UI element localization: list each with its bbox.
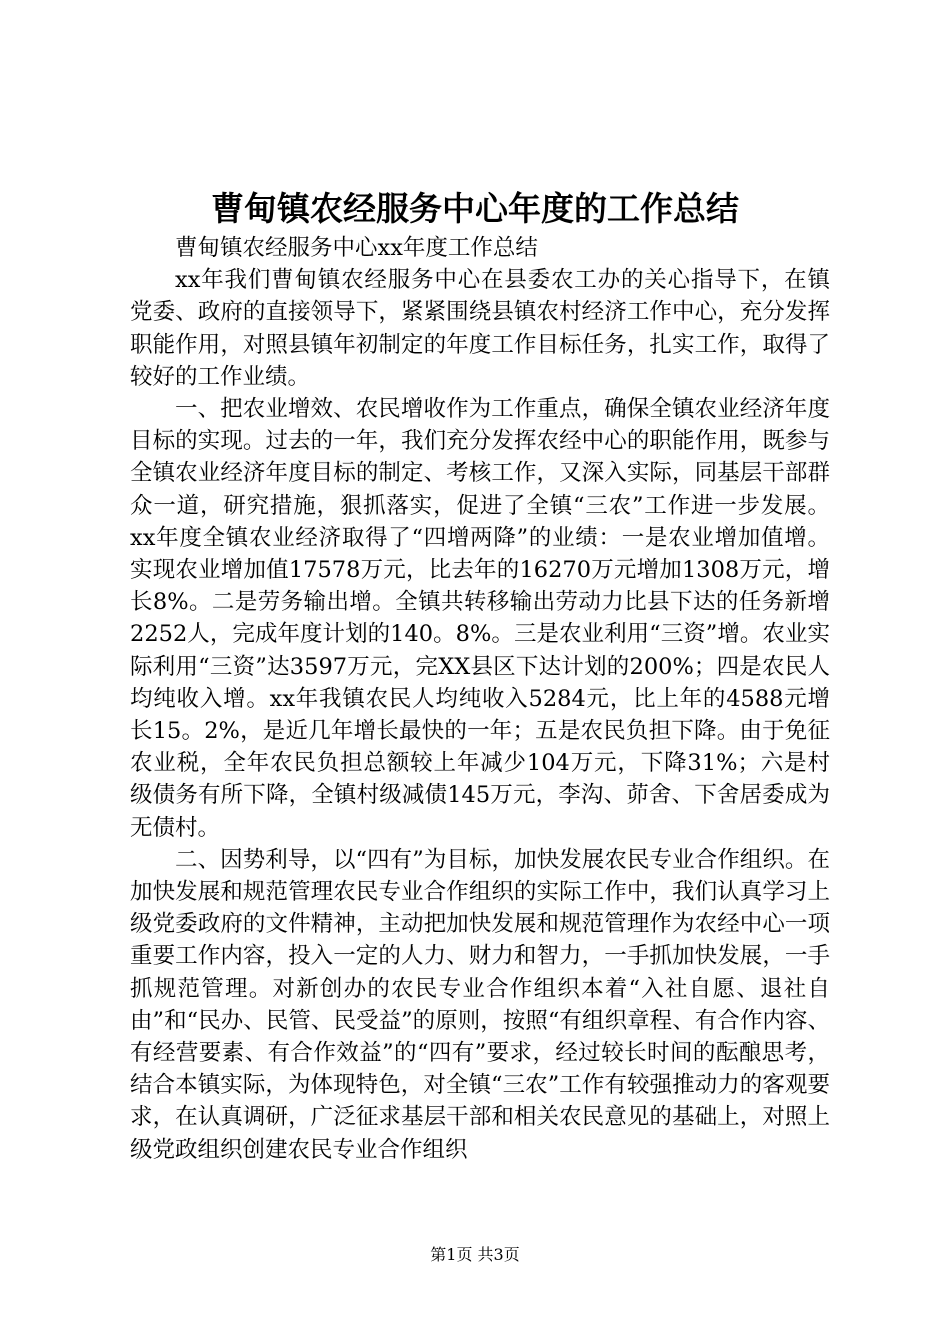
paragraph-section-one: 一、把农业增效、农民增收作为工作重点，确保全镇农业经济年度目标的实现。过去的一年，我们充分发挥农经中心的职能作用，既参与全镇农业经济年度目标的制定、考核工作，又深入实际，同基层干部群众一道，研究措施，狠抓落实，促进了全镇“三农”工作进一步发展。xx年度全镇农业经济取得了“四增两降”的业绩：一是农业增加值增。实现农业增加值17578万元，比去年的16270万元增加1308万元，增长8%。二是劳务输出增。全镇共转移输出劳动力比县下达的任务新增2252人，完成年度计划的140。8%。三是农业利用“三资”增。农业实际利用“三资”达3597万元，完XX县区下达计划的200%；四是农民人均纯收入增。xx年我镇农民人均纯收入5284元，比上年的4588元增长15。2%，是近几年增长最快的一年；五是农民负担下降。由于免征农业税，全年农民负担总额较上年减少104万元，下降31%；六是村级债务有所下降，全镇村级减债145万元，李沟、茆舍、下舍居委成为无债村。: [130, 396, 830, 841]
page-number: 第1页 共3页: [430, 1245, 520, 1264]
paragraph-section-two: 二、因势利导，以“四有”为目标，加快发展农民专业合作组织。在加快发展和规范管理农民专业合作组织的实际工作中，我们认真学习上级党委政府的文件精神，主动把加快发展和规范管理作为农经中心一项重要工作内容，投入一定的人力、财力和智力，一手抓加快发展，一手抓规范管理。对新创办的农民专业合作组织本着“入社自愿、退社自由”和“民办、民管、民受益”的原则，按照“有组织章程、有合作内容、有经营要素、有合作效益”的“四有”要求，经过较长时间的酝酿思考，结合本镇实际，为体现特色，对全镇“三农”工作有较强推动力的客观要求，在认真调研，广泛征求基层干部和相关农民意见的基础上，对照上级党政组织创建农民专业合作组织: [130, 846, 830, 1163]
document-body: [130, 232, 830, 1166]
paragraph-intro: xx年我们曹甸镇农经服务中心在县委农工办的关心指导下，在镇党委、政府的直接领导下，紧紧围绕县镇农村经济工作中心，充分发挥职能作用，对照县镇年初制定的年度工作目标任务，扎实工作，取得了较好的工作业绩。: [130, 267, 830, 390]
document-title: 曹甸镇农经服务中心年度的工作总结: [211, 189, 739, 228]
paragraph-subtitle: 曹甸镇农经服务中心xx年度工作总结: [175, 235, 538, 261]
